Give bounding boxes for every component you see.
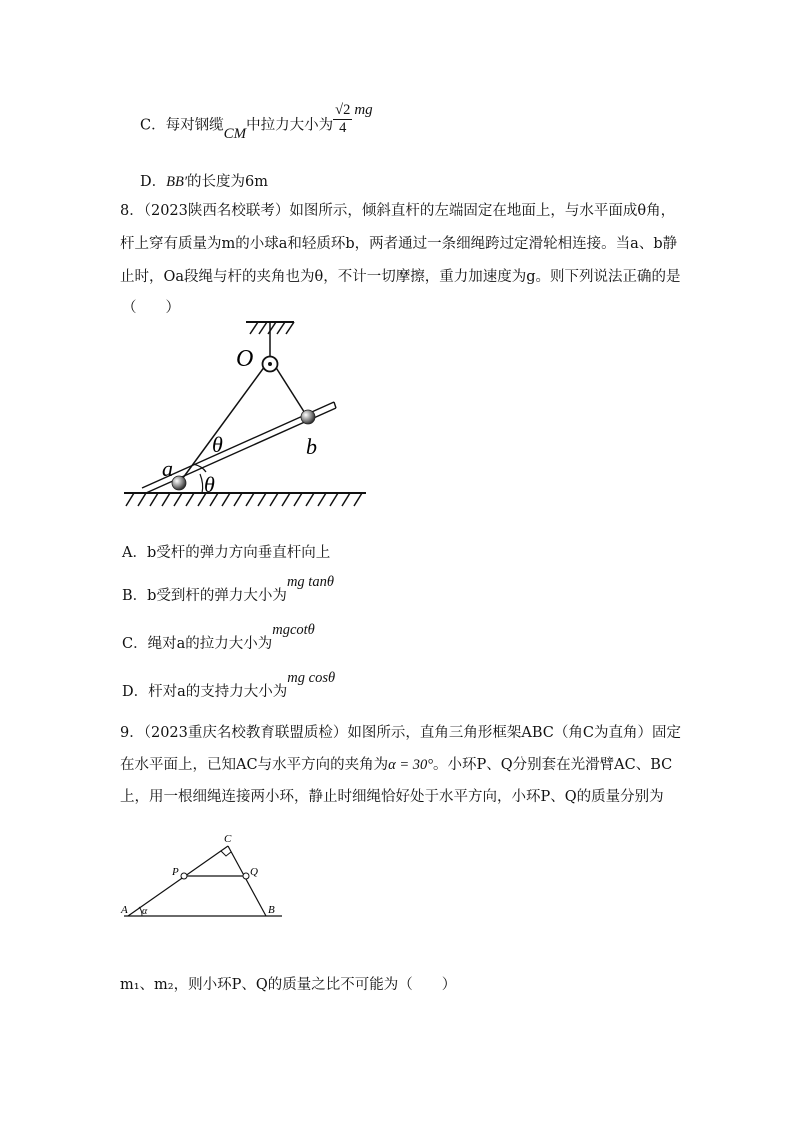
q8-option-a [122,541,330,562]
q9-ring-p [181,873,187,879]
q8-stem-line1: 8．（2023陕西名校联考）如图所示，倾斜直杆的左端固定在地面上，与水平面成θ角， [120,203,676,219]
q8-ring-b [301,410,315,424]
q7-option-c [140,102,373,150]
q8-stem-line4: （ ） [122,300,180,316]
q7-option-c-mid: 中拉力大小为 [246,117,334,134]
q8-option-b-formula: mg tanθ [286,574,334,590]
q7-option-d-text: 的长度为6m [187,174,269,190]
q7-option-c-frac-num: √2 [335,102,351,118]
q9-label-q: Q [250,866,258,878]
q8-pulley-axle [268,362,272,366]
q8-label-b: b [306,434,317,459]
q8-stem-line3: 止时，Oa段绳与杆的夹角也为θ，不计一切摩擦，重力加速度为g。则下列说法正确的是 [120,269,681,285]
q8-label-a: a [162,456,173,481]
q8-option-c [122,620,315,656]
q8-option-d-text: D．杆对a的支持力大小为 [122,684,288,700]
q9-label-alpha: α [142,906,148,917]
q8-rope-oa [180,366,265,482]
q9-stem-line2 [120,753,672,774]
q9-ring-q [243,873,249,879]
q8-option-c-formula: mgcotθ [272,622,315,638]
q7-option-d [140,170,268,191]
q8-stem-line2: 杆上穿有质量为m的小球a和轻质环b，两者通过一条细绳跨过定滑轮相连接。当a、b静 [120,236,678,252]
q9-stem-line1: 9．（2023重庆名校教育联盟质检）如图所示，直角三角形框架ABC（角C为直角）固定 [120,725,681,741]
q9-stem-line4: m₁、m₂，则小环P、Q的质量之比不可能为（ ） [120,977,457,993]
q7-option-c-fraction [333,102,352,137]
q8-option-d-formula: mg cosθ [287,670,336,686]
q7-option-c-sub: CM [223,126,247,142]
q8-option-a-text: A．b受杆的弹力方向垂直杆向上 [122,545,331,561]
q7-option-d-prefix: D． [140,174,167,190]
q9-alpha-formula: α = 30° [388,757,434,773]
q8-label-theta-lower: θ [204,472,215,497]
q8-label-theta-upper: θ [212,432,223,457]
q8-label-o: O [236,346,254,372]
q7-option-d-var: BB′ [166,174,188,190]
q7-option-c-tail: mg [354,102,373,118]
q9-label-b: B [268,904,275,916]
q8-figure [118,316,378,516]
q7-option-c-frac-den: 4 [339,120,347,136]
q8-ball-a [172,476,186,490]
q8-ceiling-hatch [250,322,294,334]
q8-option-b-text: B．b受到杆的弹力大小为 [122,588,287,604]
q9-label-p: P [172,866,179,878]
q8-ground-hatch [126,493,362,506]
q8-rod-end [334,402,336,408]
q8-option-b [122,572,334,608]
q9-figure [118,830,288,922]
q8-rope-ob [275,366,308,418]
q9-stem-line2-a: 在水平面上，已知AC与水平方向的夹角为 [120,757,389,773]
q8-option-d [122,668,335,704]
q7-option-c-prefix: C．每对钢缆 [140,117,224,134]
q9-arm-bc [228,846,266,916]
q9-label-a: A [121,904,128,916]
q9-right-angle-mark [221,851,231,856]
q8-angle-arc-lower [200,474,203,493]
q8-option-c-text: C．绳对a的拉力大小为 [122,636,273,652]
q9-label-c: C [224,833,232,845]
q9-stem-line2-b: 。小环P、Q分别套在光滑臂AC、BC [433,757,673,773]
q9-stem-line3: 上，用一根细绳连接两小环，静止时细绳恰好处于水平方向，小环P、Q的质量分别为 [120,789,664,805]
